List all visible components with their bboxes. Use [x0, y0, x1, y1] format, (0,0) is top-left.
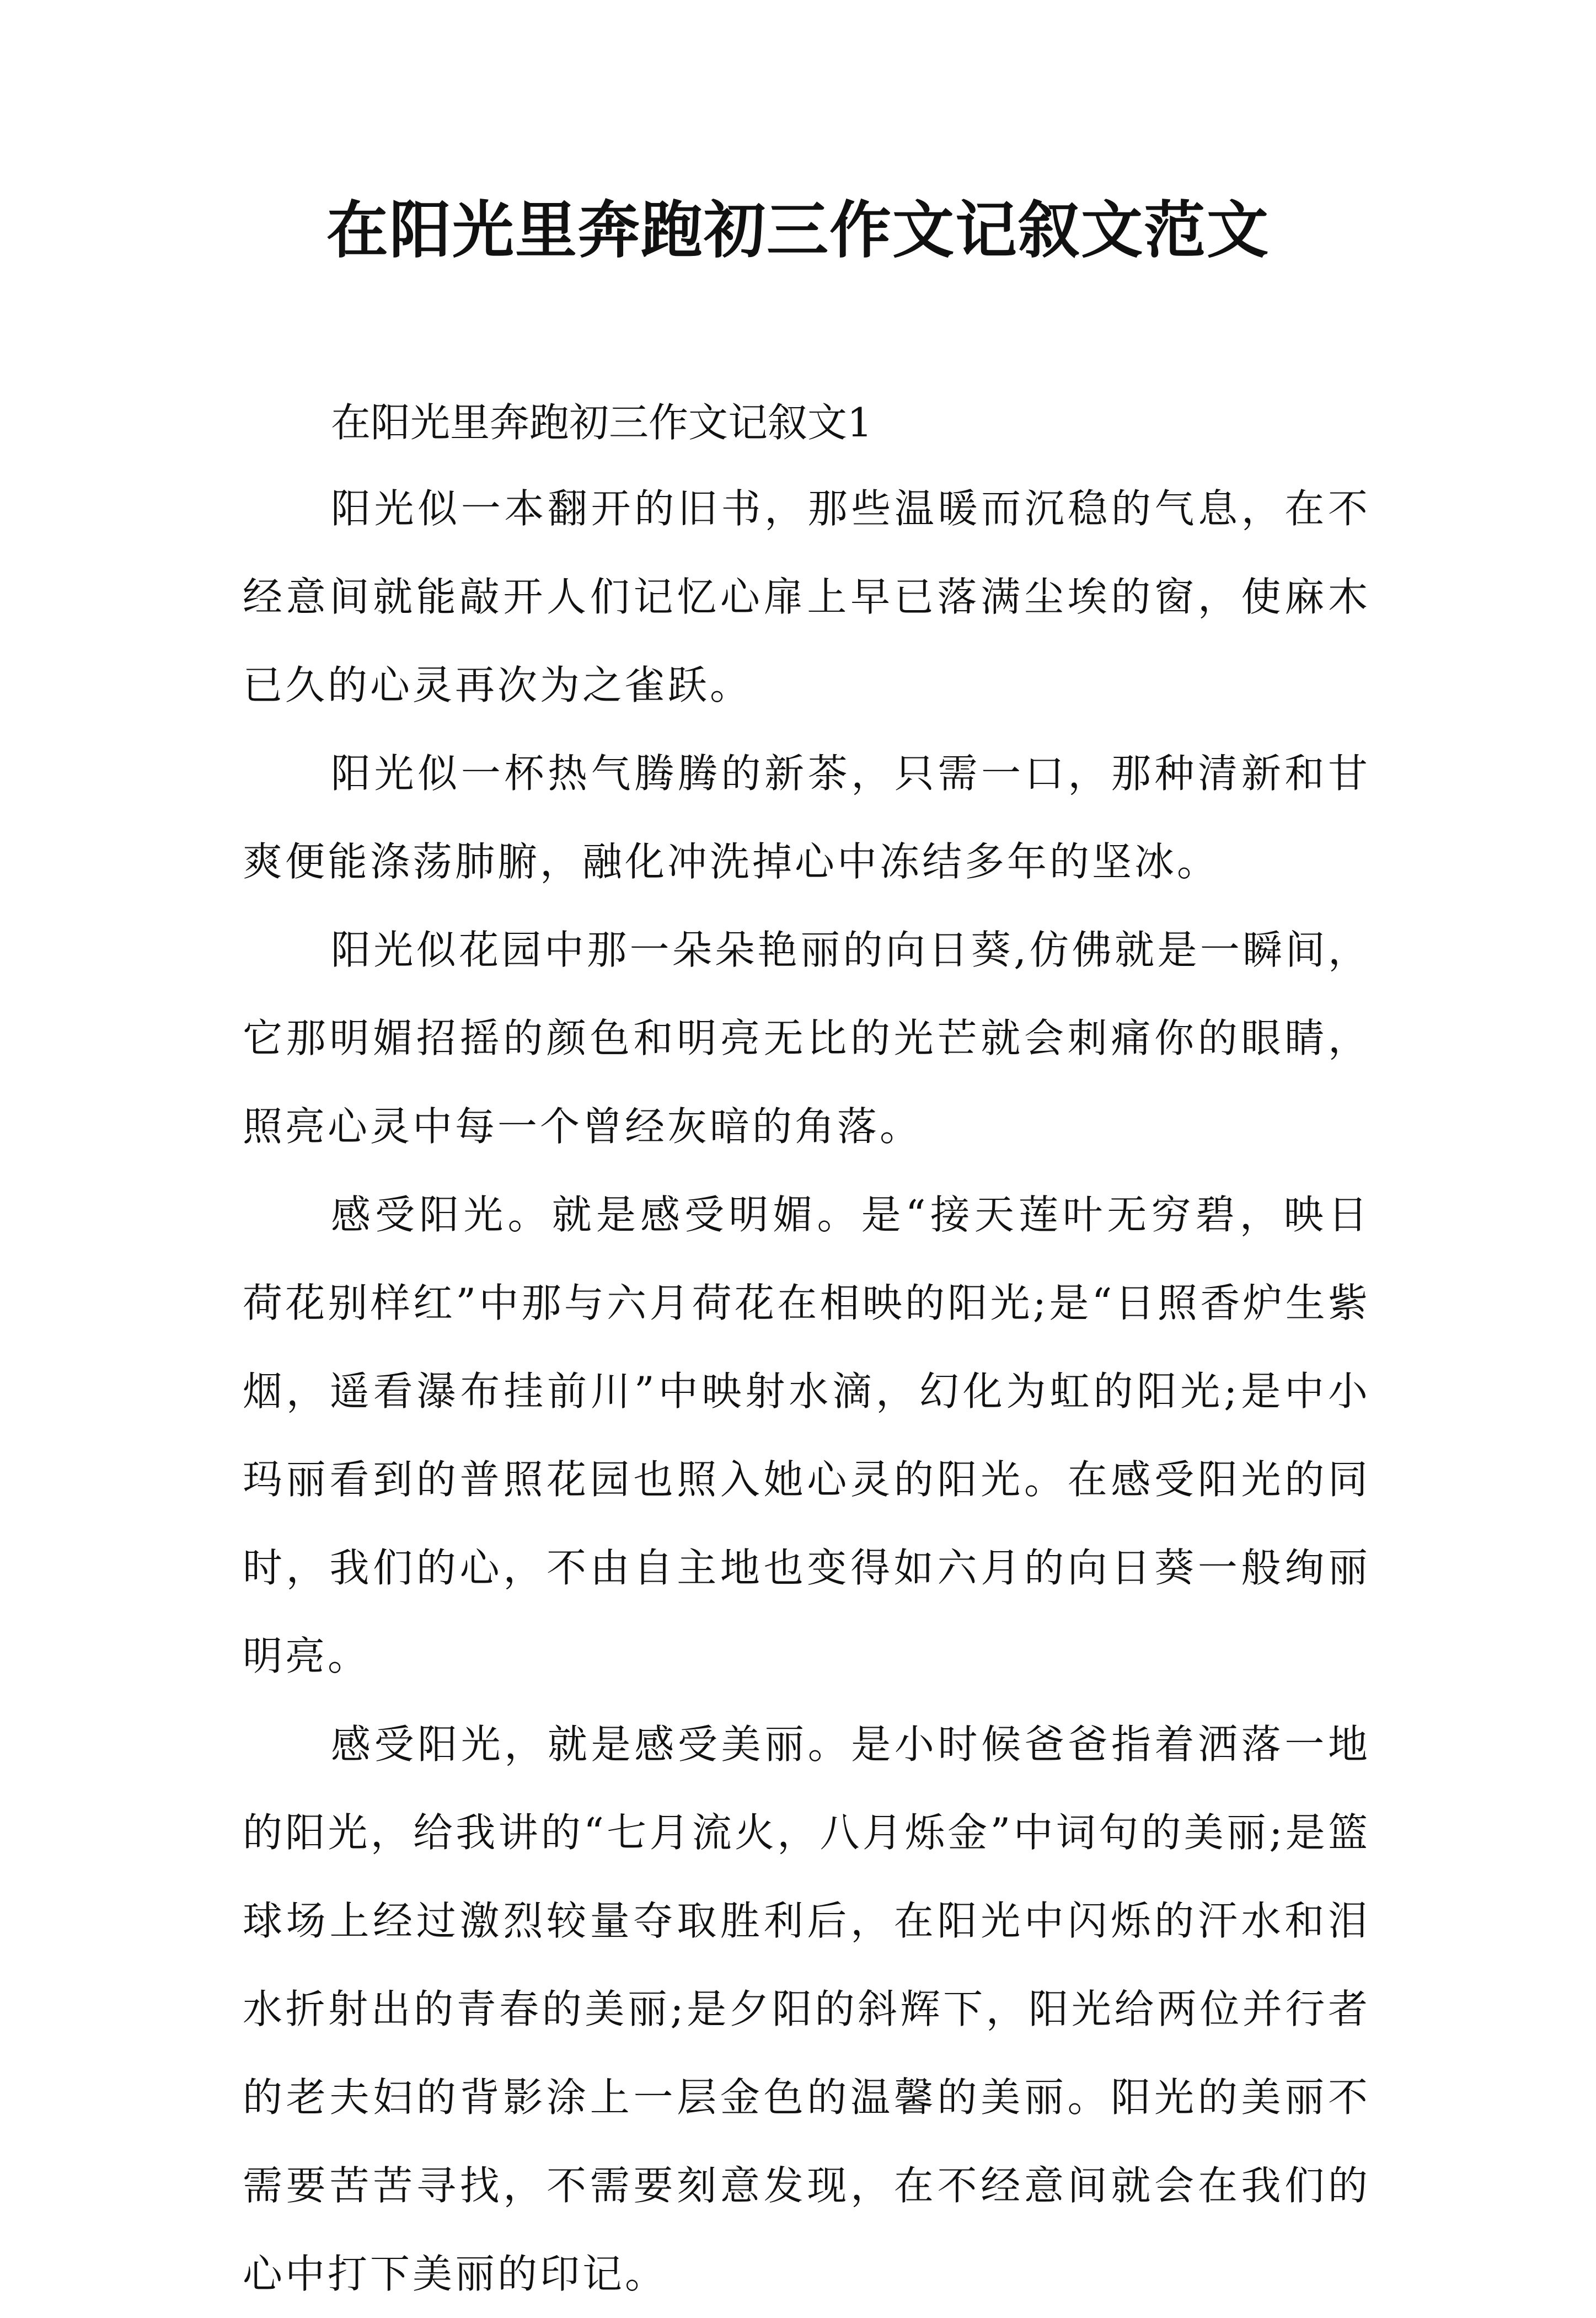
paragraph-3: 阳光似花园中那一朵朵艳丽的向日葵,仿佛就是一瞬间，它那明媚招摇的颜色和明亮无比的光芒就会刺痛你的眼睛，照亮心灵中每一个曾经灰暗的角落。 [243, 927, 1370, 1150]
paragraph-5: 感受阳光，就是感受美丽。是小时候爸爸指着洒落一地的阳光，给我讲的“七月流火，八月烁金”中词句的美丽;是篮球场上经过激烈较量夺取胜利后，在阳光中闪烁的汗水和泪水折射出的青春的美丽;是夕阳的斜辉下，阳光给两位并行者的老夫妇的背影涂上一层金色的温馨的美丽。阳光的美丽不需要苦苦寻找，不需要刻意发现，在不经意间就会在我们的心中打下美丽的印记。 [243, 1721, 1370, 2297]
paragraph-4: 感受阳光。就是感受明媚。是“接天莲叶无穷碧，映日荷花别样红”中那与六月荷花在相映的阳光;是“日照香炉生紫烟，遥看瀑布挂前川”中映射水滴，幻化为虹的阳光;是中小玛丽看到的普照花园也照入她心灵的阳光。在感受阳光的同时，我们的心，不由自主地也变得如六月的向日葵一般绚丽明亮。 [243, 1192, 1370, 1679]
paragraph-2: 阳光似一杯热气腾腾的新茶，只需一口，那种清新和甘爽便能涤荡肺腑，融化冲洗掉心中冻结多年的坚冰。 [243, 750, 1370, 885]
document-body [243, 381, 1370, 2318]
paragraph-1: 阳光似一本翻开的旧书，那些温暖而沉稳的气息，在不经意间就能敲开人们记忆心扉上早已落满尘埃的窗，使麻木已久的心灵再次为之雀跃。 [243, 485, 1370, 708]
document-title: 在阳光里奔跑初三作文记叙文范文 [326, 194, 1270, 266]
essay-heading: 在阳光里奔跑初三作文记叙文1 [331, 399, 872, 446]
